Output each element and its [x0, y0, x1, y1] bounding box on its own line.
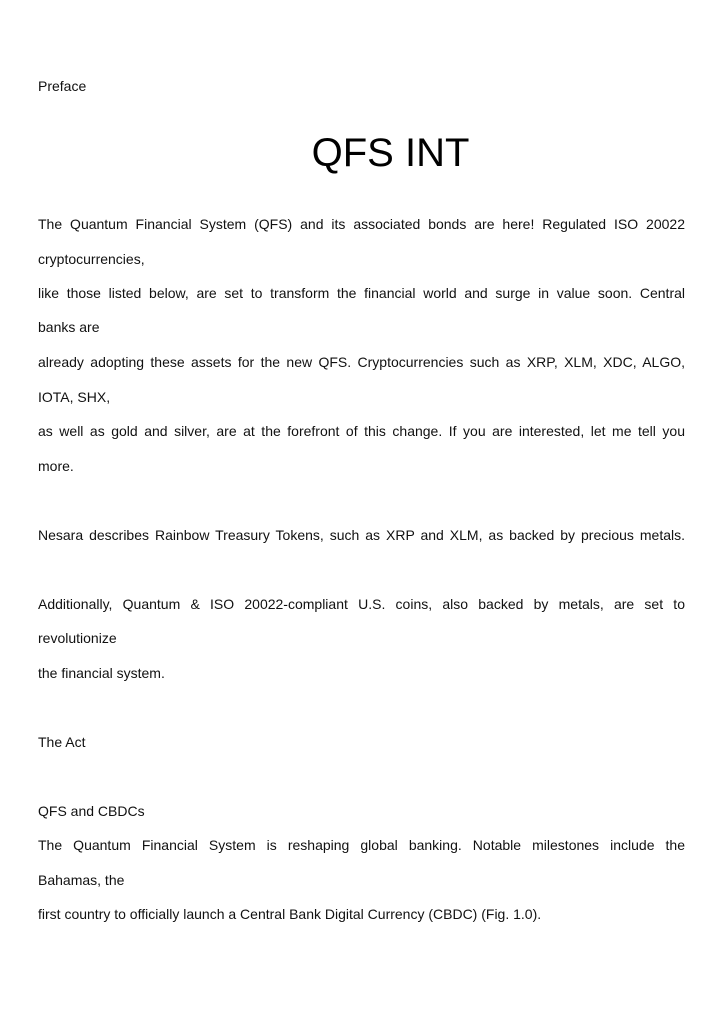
act-heading: The Act — [38, 734, 86, 750]
section-heading: QFS and CBDCs — [38, 803, 145, 819]
cbdc-line-3: first country to officially launch a Central Bank Digital Currency (CBDC) (Fig. 1.0). — [38, 906, 542, 922]
coins-line-1: Additionally, Quantum & ISO 20022-compliant U.S. coins, also backed by metals, are set to — [38, 596, 685, 612]
intro-line-2: cryptocurrencies, — [38, 251, 145, 267]
page-title: QFS INT — [311, 131, 470, 175]
cbdc-line-1: The Quantum Financial System is reshaping global banking. Notable milestones include the — [38, 837, 685, 853]
intro-line-6: IOTA, SHX, — [38, 389, 111, 405]
intro-line-1: The Quantum Financial System (QFS) and its associated bonds are here! Regulated ISO 20022 — [38, 216, 685, 232]
coins-line-2: revolutionize — [38, 630, 117, 646]
preface-label: Preface — [38, 78, 87, 94]
intro-line-3: like those listed below, are set to transform the financial world and surge in value soon. Central — [38, 285, 685, 301]
intro-line-7: as well as gold and silver, are at the forefront of this change. If you are interested, let me tell you — [38, 423, 685, 439]
intro-line-5: already adopting these assets for the new QFS. Cryptocurrencies such as XRP, XLM, XDC, ALGO, — [38, 354, 685, 370]
coins-line-3: the financial system. — [38, 665, 165, 681]
cbdc-line-2: Bahamas, the — [38, 872, 125, 888]
intro-line-4: banks are — [38, 319, 100, 335]
intro-line-8: more. — [38, 458, 74, 474]
nesara-paragraph: Nesara describes Rainbow Treasury Tokens, such as XRP and XLM, as backed by precious metals. — [38, 527, 685, 543]
